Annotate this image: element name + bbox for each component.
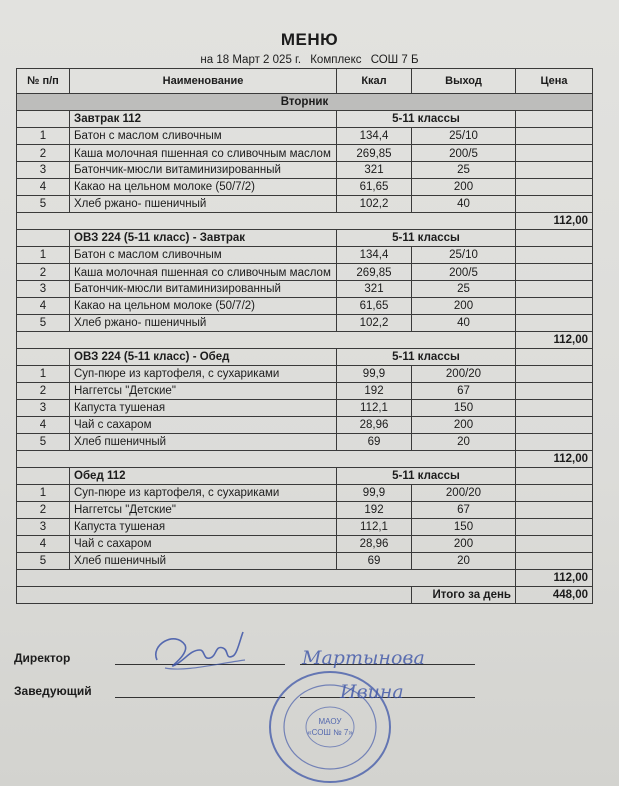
- item-output: 67: [412, 383, 516, 400]
- item-number: 1: [17, 366, 70, 383]
- col-header-name: Наименование: [70, 69, 337, 94]
- item-name: Наггетсы "Детские": [70, 502, 337, 519]
- item-kcal: 269,85: [337, 264, 412, 281]
- section-total-row: [17, 451, 593, 468]
- table-row: [17, 281, 593, 298]
- manager-handwritten-name: Ивина: [340, 681, 404, 703]
- item-price: [516, 128, 593, 145]
- item-name: Батон с маслом сливочным: [70, 247, 337, 264]
- item-price: [516, 145, 593, 162]
- section-title: ОВЗ 224 (5-11 класс) - Завтрак: [70, 230, 337, 247]
- item-kcal: 321: [337, 162, 412, 179]
- item-kcal: 134,4: [337, 247, 412, 264]
- item-kcal: 269,85: [337, 145, 412, 162]
- item-name: Батончик-мюсли витаминизированный: [70, 281, 337, 298]
- director-handwritten-name: Мартынова: [302, 647, 425, 669]
- item-price: [516, 502, 593, 519]
- school-name: СОШ 7 Б: [370, 54, 419, 66]
- table-row: [17, 247, 593, 264]
- item-name: Хлеб ржано- пшеничный: [70, 315, 337, 332]
- section-total-blank: [17, 332, 516, 349]
- table-row: [17, 417, 593, 434]
- table-row: [17, 179, 593, 196]
- menu-title: МЕНЮ: [280, 30, 339, 49]
- item-number: 5: [17, 553, 70, 570]
- item-output: 200/20: [412, 485, 516, 502]
- item-output: 200: [412, 298, 516, 315]
- section-header-price: [516, 111, 593, 128]
- item-name: Хлеб ржано- пшеничный: [70, 196, 337, 213]
- col-header-price: Цена: [516, 69, 593, 94]
- table-row: [17, 366, 593, 383]
- section-header-blank: [17, 111, 70, 128]
- item-kcal: 99,9: [337, 485, 412, 502]
- item-output: 200/5: [412, 145, 516, 162]
- item-number: 2: [17, 502, 70, 519]
- item-name: Каша молочная пшенная со сливочным маслом: [70, 145, 337, 162]
- day-total-blank: [17, 587, 412, 604]
- item-output: 25/10: [412, 128, 516, 145]
- item-output: 200/5: [412, 264, 516, 281]
- table-row: [17, 128, 593, 145]
- item-output: 150: [412, 400, 516, 417]
- item-name: Батон с маслом сливочным: [70, 128, 337, 145]
- item-output: 200/20: [412, 366, 516, 383]
- table-row: [17, 519, 593, 536]
- item-price: [516, 366, 593, 383]
- section-group: 5-11 классы: [337, 468, 516, 485]
- item-price: [516, 179, 593, 196]
- item-price: [516, 247, 593, 264]
- item-number: 4: [17, 179, 70, 196]
- school-stamp: [265, 668, 395, 786]
- item-kcal: 28,96: [337, 536, 412, 553]
- item-number: 4: [17, 298, 70, 315]
- item-name: Чай с сахаром: [70, 536, 337, 553]
- item-number: 2: [17, 264, 70, 281]
- item-output: 20: [412, 553, 516, 570]
- table-row: [17, 536, 593, 553]
- section-total-blank: [17, 570, 516, 587]
- item-price: [516, 383, 593, 400]
- item-number: 2: [17, 145, 70, 162]
- item-number: 3: [17, 162, 70, 179]
- day-total-row: [17, 587, 593, 604]
- table-row: [17, 315, 593, 332]
- table-row: [17, 485, 593, 502]
- item-kcal: 134,4: [337, 128, 412, 145]
- item-name: Капуста тушеная: [70, 400, 337, 417]
- section-header-blank: [17, 349, 70, 366]
- day-row: [17, 94, 593, 111]
- item-name: Капуста тушеная: [70, 519, 337, 536]
- item-number: 1: [17, 247, 70, 264]
- item-number: 1: [17, 485, 70, 502]
- item-price: [516, 400, 593, 417]
- col-header-kcal: Ккал: [337, 69, 412, 94]
- stamp-line1: МАОУ: [318, 717, 342, 726]
- item-output: 67: [412, 502, 516, 519]
- item-name: Хлеб пшеничный: [70, 434, 337, 451]
- item-output: 40: [412, 196, 516, 213]
- item-number: 4: [17, 417, 70, 434]
- item-name: Суп-пюре из картофеля, с сухариками: [70, 485, 337, 502]
- table-header-row: [17, 69, 593, 94]
- item-price: [516, 417, 593, 434]
- section-total: 112,00: [516, 213, 593, 230]
- menu-table: [16, 68, 593, 604]
- section-title: Обед 112: [70, 468, 337, 485]
- section-title: ОВЗ 224 (5-11 класс) - Обед: [70, 349, 337, 366]
- item-kcal: 99,9: [337, 366, 412, 383]
- item-kcal: 102,2: [337, 196, 412, 213]
- table-row: [17, 383, 593, 400]
- item-name: Наггетсы "Детские": [70, 383, 337, 400]
- item-price: [516, 298, 593, 315]
- section-total: 112,00: [516, 570, 593, 587]
- item-output: 150: [412, 519, 516, 536]
- item-output: 200: [412, 179, 516, 196]
- item-output: 20: [412, 434, 516, 451]
- day-total-label: Итого за день: [412, 587, 516, 604]
- item-output: 25/10: [412, 247, 516, 264]
- table-row: [17, 145, 593, 162]
- item-kcal: 28,96: [337, 417, 412, 434]
- day-label: Вторник: [17, 94, 593, 111]
- section-total-row: [17, 213, 593, 230]
- item-price: [516, 264, 593, 281]
- section-header-row: [17, 349, 593, 366]
- item-number: 4: [17, 536, 70, 553]
- section-title: Завтрак 112: [70, 111, 337, 128]
- item-name: Суп-пюре из картофеля, с сухариками: [70, 366, 337, 383]
- item-name: Хлеб пшеничный: [70, 553, 337, 570]
- item-price: [516, 196, 593, 213]
- table-row: [17, 502, 593, 519]
- col-header-output: Выход: [412, 69, 516, 94]
- item-price: [516, 519, 593, 536]
- section-header-blank: [17, 230, 70, 247]
- section-header-row: [17, 468, 593, 485]
- item-kcal: 69: [337, 434, 412, 451]
- item-kcal: 61,65: [337, 298, 412, 315]
- item-kcal: 321: [337, 281, 412, 298]
- table-row: [17, 434, 593, 451]
- item-name: Какао на цельном молоке (50/7/2): [70, 298, 337, 315]
- item-output: 40: [412, 315, 516, 332]
- item-output: 200: [412, 536, 516, 553]
- director-label: Директор: [14, 651, 71, 665]
- item-price: [516, 485, 593, 502]
- item-number: 5: [17, 434, 70, 451]
- item-name: Батончик-мюсли витаминизированный: [70, 162, 337, 179]
- menu-date: на 18 Март 2 025 г.: [200, 54, 302, 66]
- item-number: 1: [17, 128, 70, 145]
- item-kcal: 102,2: [337, 315, 412, 332]
- table-row: [17, 196, 593, 213]
- section-group: 5-11 классы: [337, 111, 516, 128]
- table-row: [17, 553, 593, 570]
- section-header-price: [516, 468, 593, 485]
- section-total: 112,00: [516, 332, 593, 349]
- table-row: [17, 400, 593, 417]
- item-number: 3: [17, 281, 70, 298]
- item-number: 3: [17, 519, 70, 536]
- section-total-blank: [17, 213, 516, 230]
- col-header-number: № п/п: [17, 69, 70, 94]
- item-name: Каша молочная пшенная со сливочным маслом: [70, 264, 337, 281]
- stamp-line2: «СОШ № 7»: [307, 728, 353, 737]
- section-header-row: [17, 230, 593, 247]
- item-kcal: 112,1: [337, 519, 412, 536]
- item-number: 5: [17, 196, 70, 213]
- section-header-blank: [17, 468, 70, 485]
- manager-label: Заведующий: [14, 684, 92, 698]
- item-price: [516, 553, 593, 570]
- item-price: [516, 315, 593, 332]
- director-signature: [145, 620, 255, 685]
- section-header-row: [17, 111, 593, 128]
- item-kcal: 69: [337, 553, 412, 570]
- item-price: [516, 281, 593, 298]
- section-total-blank: [17, 451, 516, 468]
- item-kcal: 192: [337, 383, 412, 400]
- item-kcal: 192: [337, 502, 412, 519]
- section-total: 112,00: [516, 451, 593, 468]
- item-price: [516, 536, 593, 553]
- table-row: [17, 162, 593, 179]
- section-total-row: [17, 570, 593, 587]
- item-number: 5: [17, 315, 70, 332]
- section-header-price: [516, 230, 593, 247]
- item-kcal: 61,65: [337, 179, 412, 196]
- item-name: Какао на цельном молоке (50/7/2): [70, 179, 337, 196]
- section-group: 5-11 классы: [337, 349, 516, 366]
- section-total-row: [17, 332, 593, 349]
- item-output: 25: [412, 162, 516, 179]
- complex-label: Комплекс: [310, 54, 362, 66]
- table-row: [17, 264, 593, 281]
- item-kcal: 112,1: [337, 400, 412, 417]
- item-number: 2: [17, 383, 70, 400]
- table-row: [17, 298, 593, 315]
- item-price: [516, 162, 593, 179]
- section-header-price: [516, 349, 593, 366]
- item-output: 25: [412, 281, 516, 298]
- day-total-value: 448,00: [516, 587, 593, 604]
- item-number: 3: [17, 400, 70, 417]
- item-name: Чай с сахаром: [70, 417, 337, 434]
- item-price: [516, 434, 593, 451]
- manager-signature-line: [115, 697, 285, 698]
- item-output: 200: [412, 417, 516, 434]
- menu-subtitle: [0, 54, 619, 66]
- section-group: 5-11 классы: [337, 230, 516, 247]
